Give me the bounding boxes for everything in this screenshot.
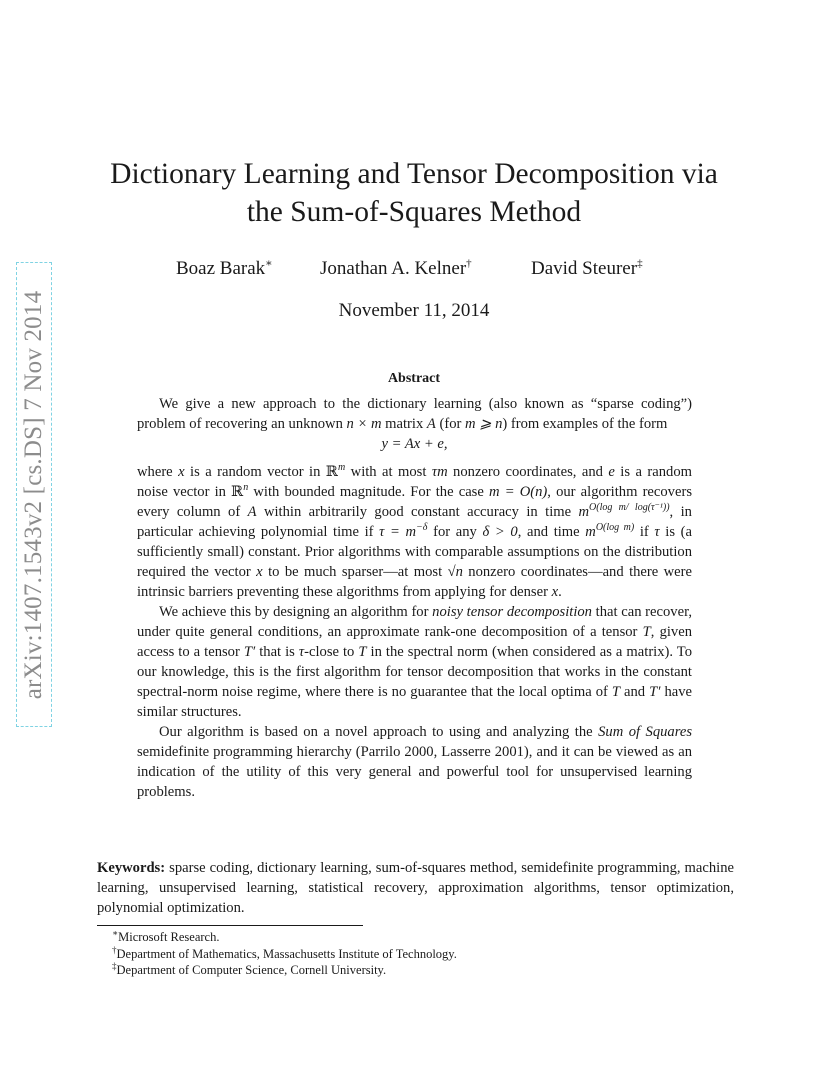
author-list xyxy=(0,258,828,284)
arxiv-identifier-stamp xyxy=(16,262,52,727)
author-name: Boaz Barak xyxy=(176,258,266,279)
author-mark: ‡ xyxy=(637,257,643,270)
author-mark: ∗ xyxy=(265,257,273,270)
publication-date: November 11, 2014 xyxy=(338,300,490,321)
abstract-paragraph-1: We give a new approach to the dictionary learning (also known as “sparse coding”) problem of recovering an unknown n × m matrix A (for m ⩾ n) from examples of the form xyxy=(137,396,692,432)
abstract-paragraph-2: where x is a random vector in ℝ$^m$ with at most τm nonzero coordinates, and e is a random noise vector in ℝ$^n$ with bounded magnitude. For the case m = O(n), our algorithm recovers every column of A within arbitrarily good constant accuracy in time $m^{O(log m/ log(\tau^{-1}))}$, in particular achieving polynomial time if $\tau = m^{-\delta}$ for any δ > 0, and time $m^{O(log m)}$ if τ is (a sufficiently small) constant. Prior algorithms with comparable assumptions on the distribution required the vector x to be much sparser—at most √n nonzero coordinates—and there were intrinsic barriers preventing these algorithms from applying for denser x. xyxy=(137,462,693,600)
footnote-text: Department of Mathematics, Massachusetts Institute of Technology. xyxy=(116,946,457,961)
author-name: Jonathan A. Kelner xyxy=(320,258,467,279)
keywords-section xyxy=(97,858,734,918)
paper-title xyxy=(60,155,768,231)
abstract-body xyxy=(137,394,692,802)
title-line-2: the Sum-of-Squares Method xyxy=(246,196,582,228)
display-equation: y = Ax + e, xyxy=(381,436,448,452)
keywords-label: Keywords: xyxy=(97,860,166,876)
footnote-2 xyxy=(112,946,732,963)
footnotes xyxy=(112,929,732,979)
abstract-paragraph-4: Our algorithm is based on a novel approach to using and analyzing the Sum of Squares semidefinite programming hierarchy (Parrilo 2000, Lasserre 2001), and it can be viewed as an indication of the utility of this very general and powerful tool for unsupervised learning problems. xyxy=(137,724,692,800)
footnote-1 xyxy=(112,929,732,946)
title-line-1: Dictionary Learning and Tensor Decomposition via xyxy=(110,158,718,190)
author-kelner xyxy=(320,258,472,280)
author-barak xyxy=(176,258,273,280)
keywords-text: sparse coding, dictionary learning, sum-of-squares method, semidefinite programming, machine learning, unsupervised learning, statistical recovery, approximation algorithms, tensor optimization, polynomial optimization. xyxy=(97,860,734,916)
author-steurer xyxy=(531,258,643,280)
abstract-paragraph-3: We achieve this by designing an algorithm for noisy tensor decomposition that can recover, under quite general conditions, an approximate rank-one decomposition of a tensor T, given access to a tensor T′ that is τ-close to T in the spectral norm (when considered as a matrix). To our knowledge, this is the first algorithm for tensor decomposition that works in the constant spectral-norm noise regime, where there is no guarantee that the local optima of T and T′ have similar structures. xyxy=(137,604,692,720)
footnote-mark: ‡ xyxy=(112,960,117,971)
footnote-text: Department of Computer Science, Cornell University. xyxy=(116,963,387,977)
footnote-mark: † xyxy=(112,944,117,955)
footnote-mark: ∗ xyxy=(112,927,119,938)
author-mark: † xyxy=(466,257,472,270)
footnote-divider xyxy=(97,925,363,926)
abstract-heading: Abstract xyxy=(387,371,441,386)
footnote-3 xyxy=(112,962,732,979)
arxiv-identifier-text: arXiv:1407.1543v2 [cs.DS] 7 Nov 2014 xyxy=(20,290,47,699)
footnote-text: Microsoft Research. xyxy=(118,930,220,944)
author-name: David Steurer xyxy=(531,258,638,279)
